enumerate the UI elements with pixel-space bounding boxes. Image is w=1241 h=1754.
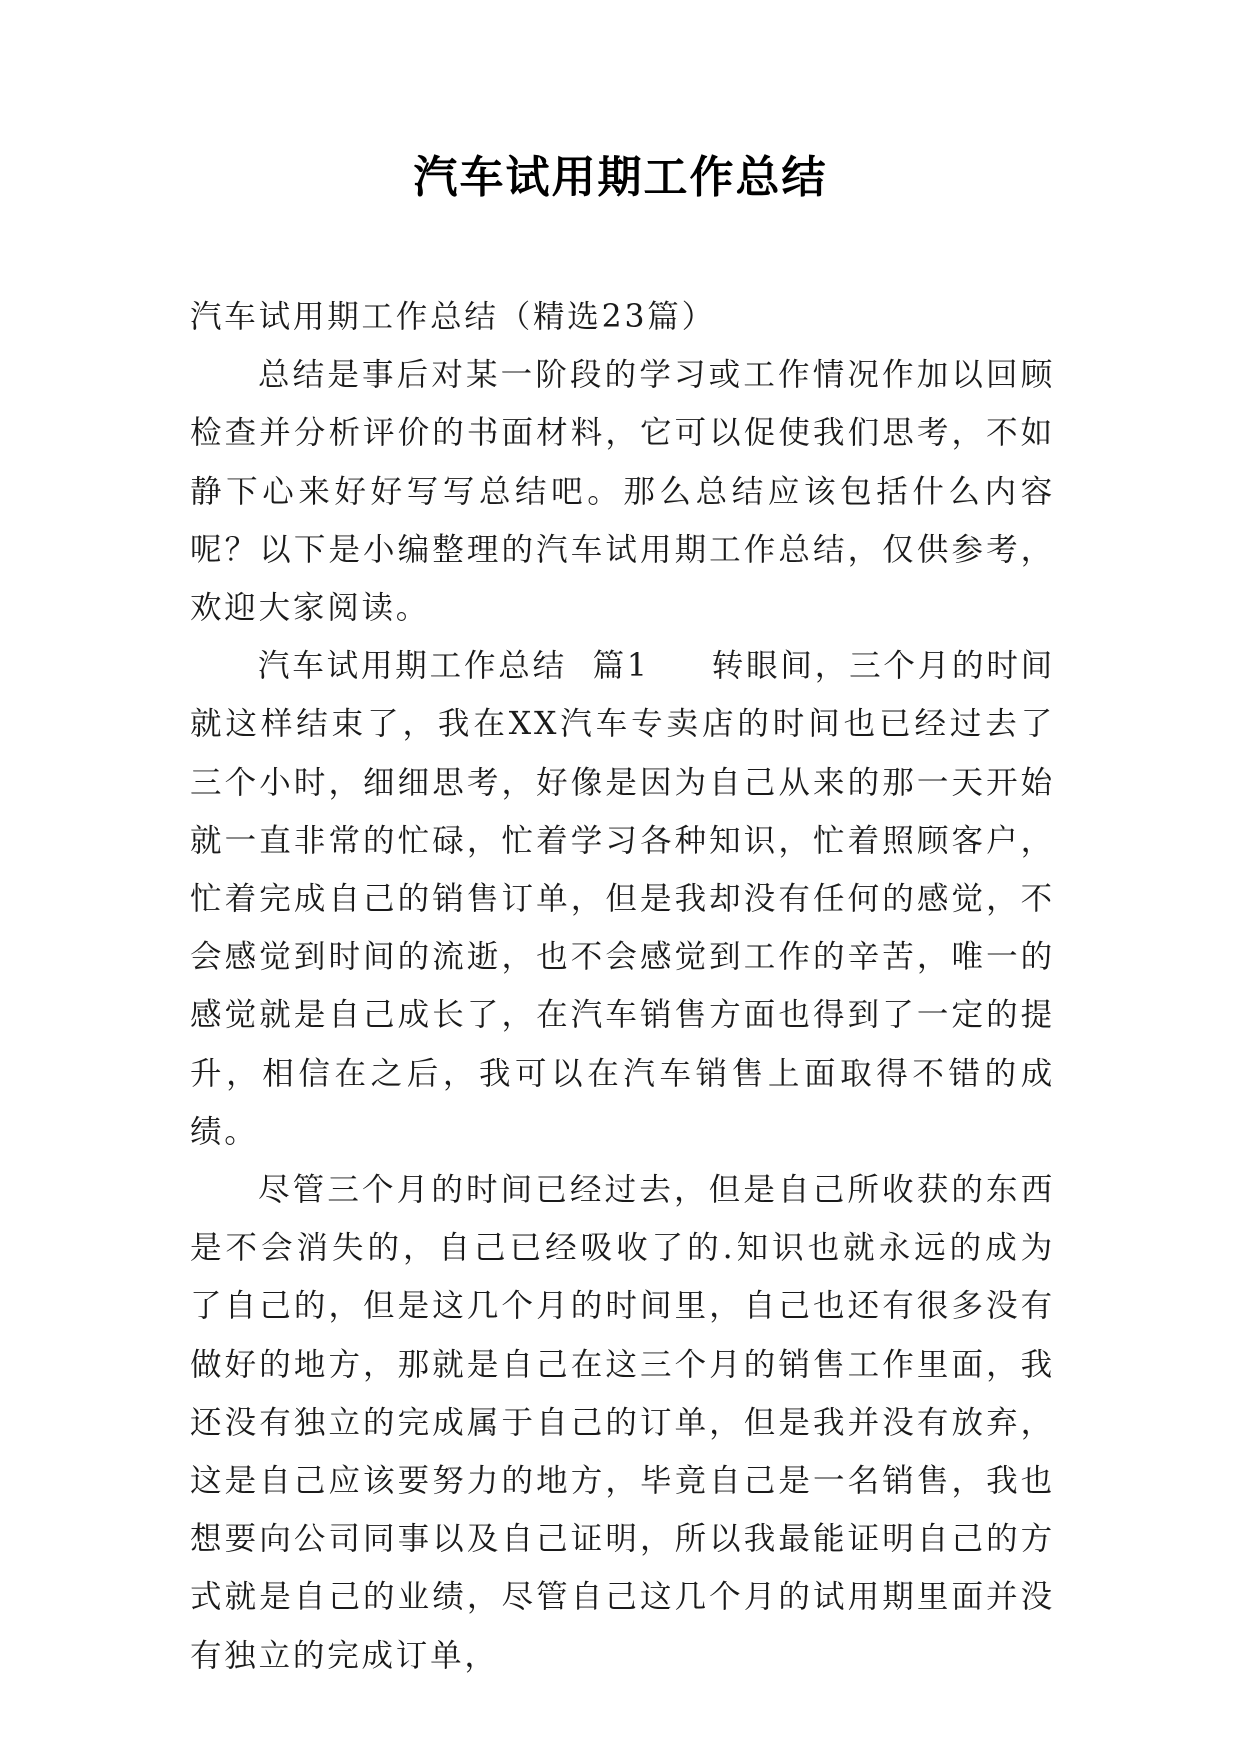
section-1-paragraph bbox=[190, 637, 1055, 1161]
document-body bbox=[190, 288, 1055, 1685]
paragraph-2: 尽管三个月的时间已经过去，但是自己所收获的东西是不会消失的，自己已经吸收了的.知识也就永远的成为了自己的，但是这几个月的时间里，自己也还有很多没有做好的地方，那就是自己在这三个月的销售工作里面，我还没有独立的完成属于自己的订单，但是我并没有放弃，这是自己应该要努力的地方，毕竟自己是一名销售，我也想要向公司同事以及自己证明，所以我最能证明自己的方式就是自己的业绩，尽管自己这几个月的试用期里面并没有独立的完成订单， bbox=[190, 1172, 1055, 1674]
section-body: 转眼间，三个月的时间就这样结束了，我在XX汽车专卖店的时间也已经过去了三个小时，细细思考，好像是因为自己从来的那一天开始就一直非常的忙碌，忙着学习各种知识，忙着照顾客户，忙着完成自己的销售订单，但是我却没有任何的感觉，不会感觉到时间的流逝，也不会感觉到工作的辛苦，唯一的感觉就是自己成长了，在汽车销售方面也得到了一定的提升，相信在之后，我可以在汽车销售上面取得不错的成绩。 bbox=[190, 648, 1055, 1150]
section-heading: 汽车试用期工作总结 篇1 bbox=[258, 648, 650, 685]
document-subtitle: 汽车试用期工作总结（精选23篇） bbox=[190, 299, 716, 335]
intro-paragraph: 总结是事后对某一阶段的学习或工作情况作加以回顾检查并分析评价的书面材料，它可以促使我们思考，不如静下心来好好写写总结吧。那么总结应该包括什么内容呢？以下是小编整理的汽车试用期工作总结，仅供参考，欢迎大家阅读。 bbox=[190, 357, 1055, 627]
document-title: 汽车试用期工作总结 bbox=[413, 152, 828, 203]
